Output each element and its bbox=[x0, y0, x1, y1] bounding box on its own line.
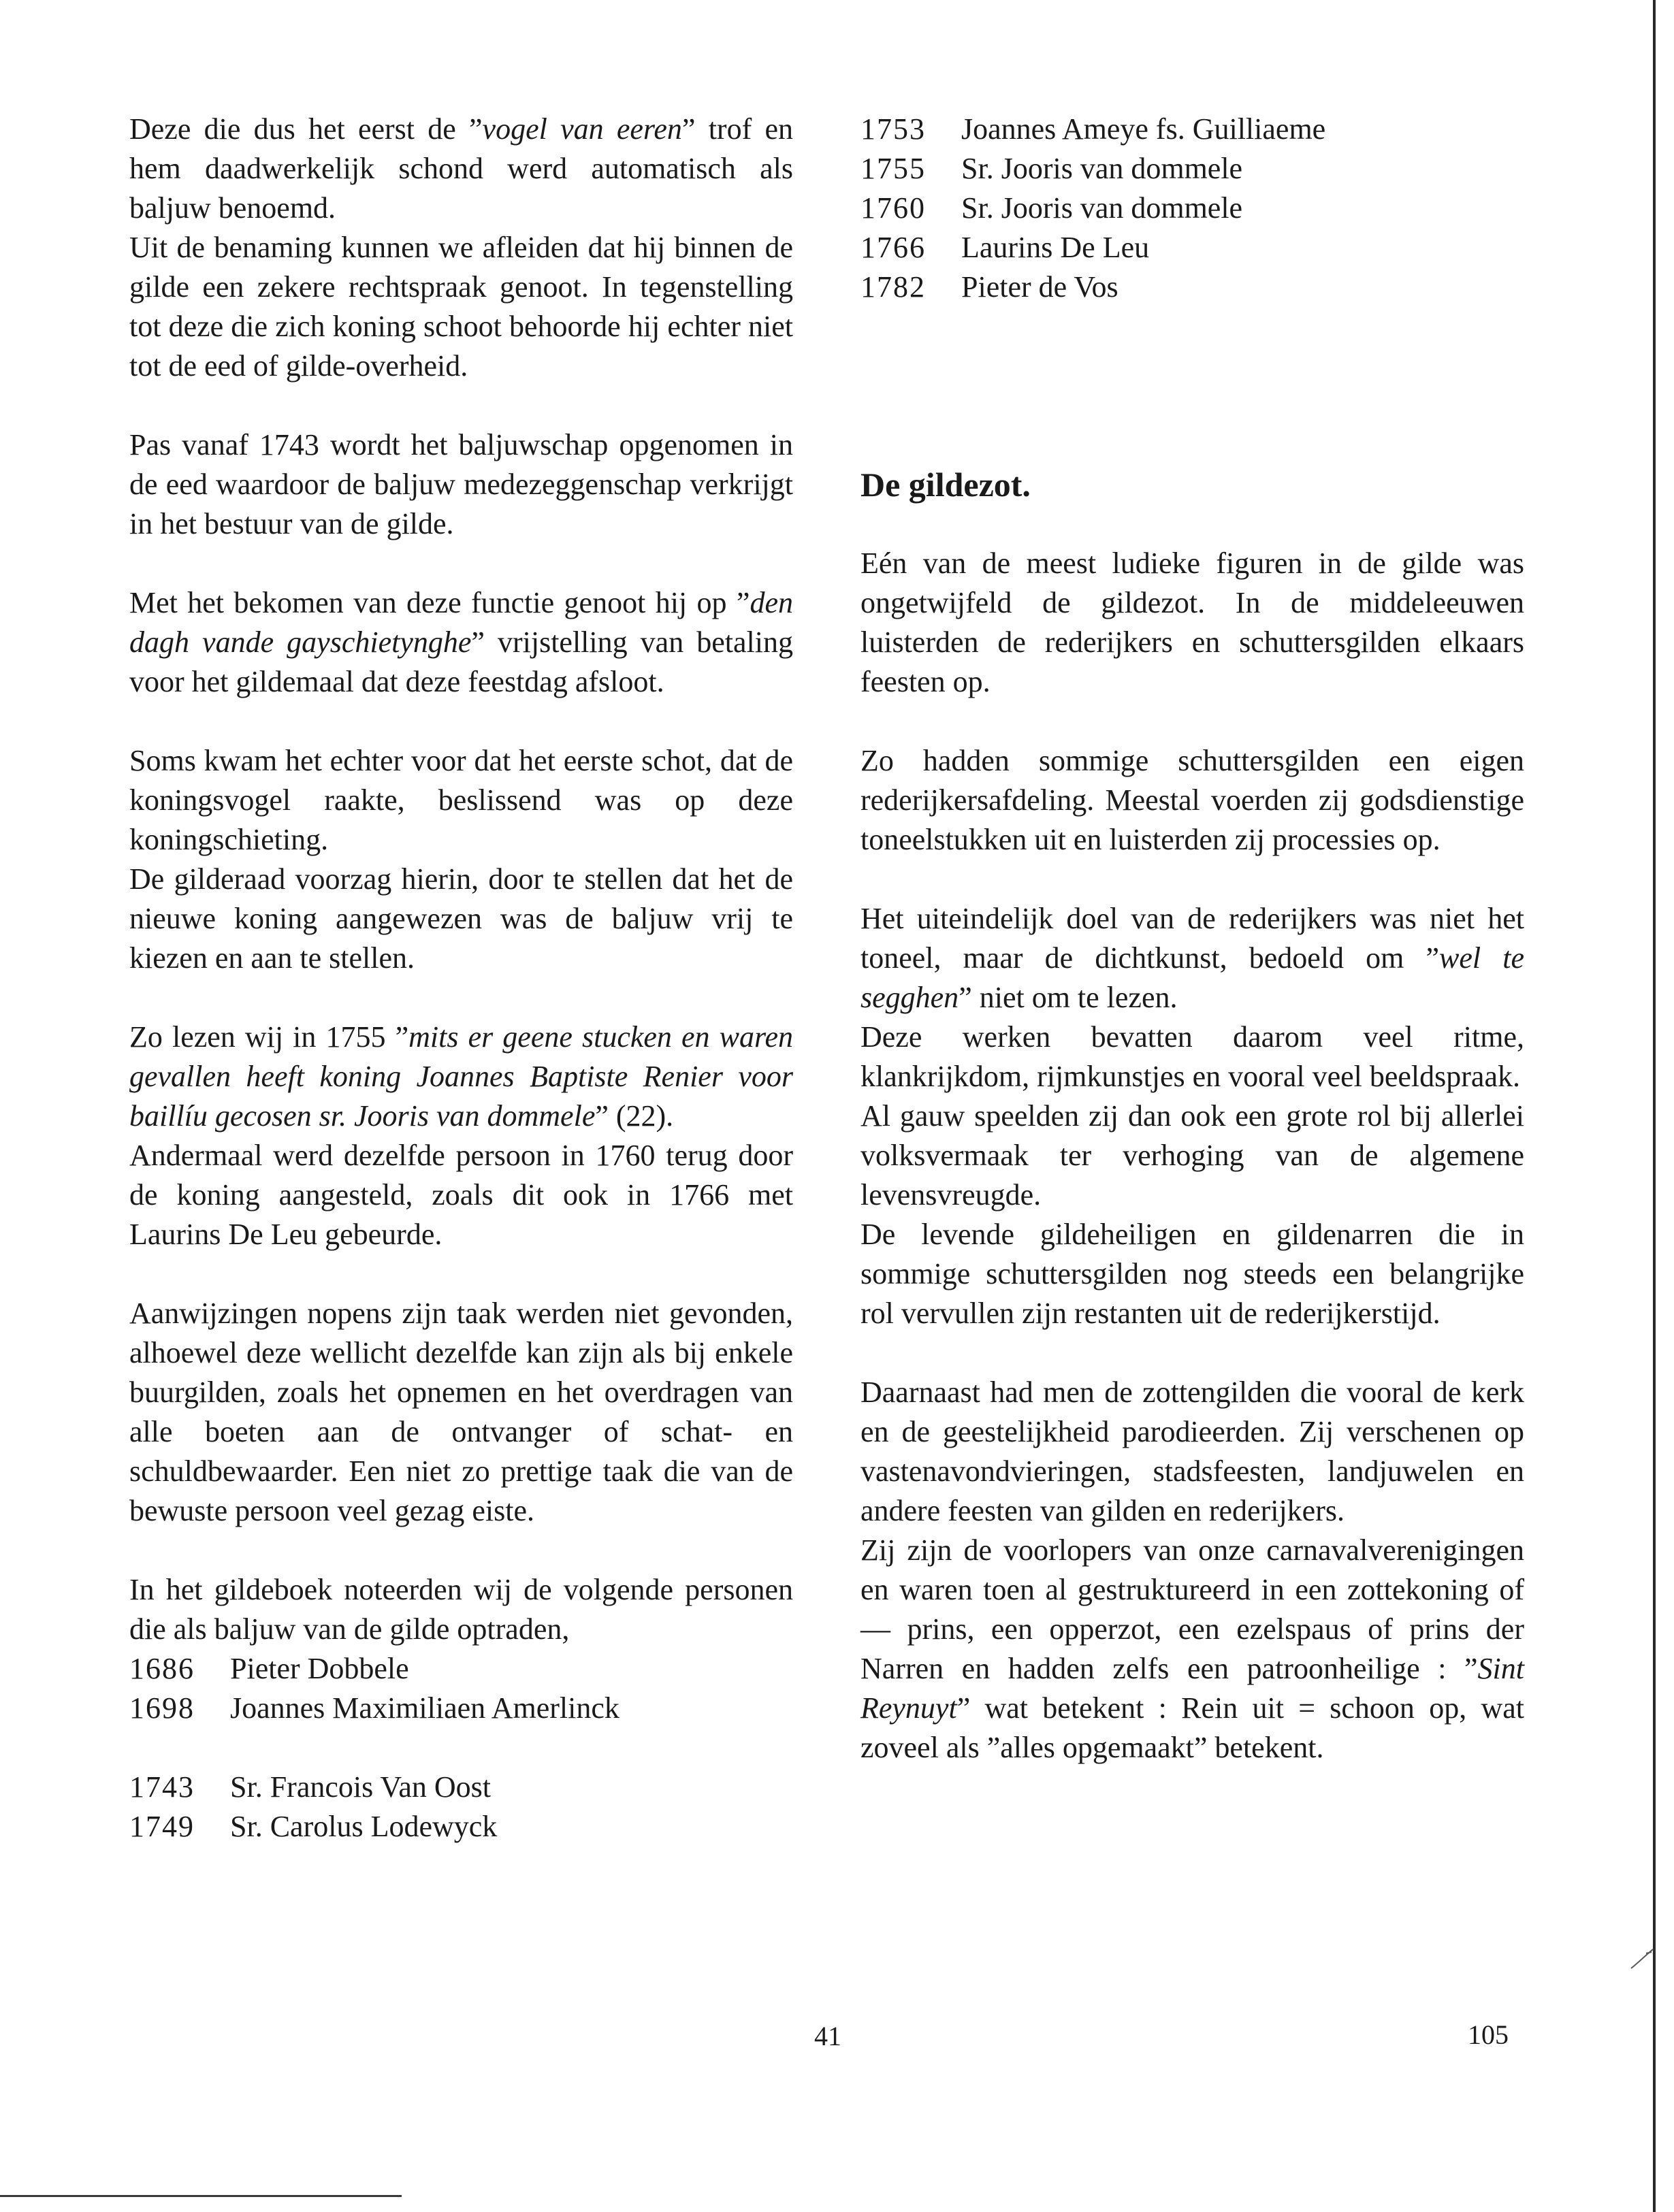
paragraph: Pas vanaf 1743 wordt het baljuwschap opgenomen in de eed waardoor de baljuw medezeggenschap verkrijgt in het bestuur van de gilde. bbox=[129, 428, 793, 540]
list-item: 1766 Laurins De Leu bbox=[860, 231, 1150, 264]
page-number: 41 bbox=[814, 2021, 841, 2051]
paragraph: Zo lezen wij in 1755 ”mits er geene stucken en waren gevallen heeft koning Joannes Baptiste Renier voor baillíu gecosen sr. Jooris van dommele” (22). bbox=[129, 1020, 793, 1133]
list-item: 1698 Joannes Maximiliaen Amerlinck bbox=[129, 1691, 619, 1725]
paragraph: Deze werken bevatten daarom veel ritme, klankrijkdom, rijmkunstjes en vooral veel beeldspraak. bbox=[860, 1020, 1524, 1093]
paragraph: Zo hadden sommige schuttersgilden een eigen rederijkersafdeling. Meestal voerden zij godsdienstige toneelstukken uit en luisterden zij processies op. bbox=[860, 744, 1524, 856]
paragraph: Andermaal werd dezelfde persoon in 1760 terug door de koning aangesteld, zoals dit ook in 1766 met Laurins De Leu gebeurde. bbox=[129, 1139, 793, 1251]
section-heading: De gildezot. bbox=[860, 466, 1031, 504]
paragraph: Deze die dus het eerst de ”vogel van eeren” trof en hem daadwerkelijk schond werd automatisch als baljuw benoemd. bbox=[129, 112, 793, 225]
paragraph: Het uiteindelijk doel van de rederijkers was niet het toneel, maar de dichtkunst, bedoeld om ”wel te segghen” niet om te lezen. bbox=[860, 902, 1525, 1014]
left-column bbox=[129, 110, 793, 1847]
right-column bbox=[860, 110, 1524, 1768]
list-item: 1760 Sr. Jooris van dommele bbox=[860, 191, 1243, 225]
list-item: 1782 Pieter de Vos bbox=[860, 270, 1118, 304]
page-number: 105 bbox=[1468, 2019, 1509, 2050]
list-item: 1743 Sr. Francois Van Oost bbox=[129, 1770, 491, 1804]
paragraph: Soms kwam het echter voor dat het eerste schot, dat de koningsvogel raakte, beslissend was op deze koningschieting. bbox=[129, 744, 793, 856]
paragraph: Zij zijn de voorlopers van onze carnavalverenigingen en waren toen al gestruktureerd in een zottekoning of — prins, een opperzot, een ezelspaus of prins der Narren en hadden zelfs een patroonheilige : ”Sint Reynuyt” wat betekent : Rein uit = schoon op, wat zoveel als ”alles opgemaakt” betekent. bbox=[860, 1533, 1524, 1764]
bottom-rule bbox=[0, 2195, 402, 2197]
pen-mark-icon bbox=[1628, 1945, 1656, 1972]
list-item: 1749 Sr. Carolus Lodewyck bbox=[129, 1810, 498, 1843]
paragraph: Al gauw speelden zij dan ook een grote rol bij allerlei volksvermaak ter verhoging van de algemene levensvreugde. bbox=[860, 1099, 1524, 1211]
list-item: 1753 Joannes Ameye fs. Guilliaeme bbox=[860, 112, 1326, 146]
paragraph: Met het bekomen van deze functie genoot hij op ”den dagh vande gayschietynghe” vrijstelling van betaling voor het gildemaal dat deze feestdag afsloot. bbox=[129, 586, 793, 698]
paragraph: Aanwijzingen nopens zijn taak werden niet gevonden, alhoewel deze wellicht dezelfde kan zijn als bij enkele buurgilden, zoals het opnemen en het overdragen van alle boeten aan de ontvanger of schat- en schuldbewaarder. Een niet zo prettige taak die van de bewuste persoon veel gezag eiste. bbox=[129, 1297, 793, 1527]
paragraph: Eén van de meest ludieke figuren in de gilde was ongetwijfeld de gildezot. In de middeleeuwen luisterden de rederijkers en schuttersgilden elkaars feesten op. bbox=[860, 547, 1524, 698]
page-edge-shadow bbox=[1653, 0, 1656, 2212]
paragraph: De gilderaad voorzag hierin, door te stellen dat het de nieuwe koning aangewezen was de baljuw vrij te kiezen en aan te stellen. bbox=[129, 862, 793, 975]
paragraph: De levende gildeheiligen en gildenarren die in sommige schuttersgilden nog steeds een belangrijke rol vervullen zijn restanten uit de rederijkerstijd. bbox=[860, 1218, 1524, 1330]
paragraph: Uit de benaming kunnen we afleiden dat hij binnen de gilde een zekere rechtspraak genoot. In tegenstelling tot deze die zich koning schoot behoorde hij echter niet tot de eed of gilde-overheid. bbox=[129, 231, 793, 383]
paragraph: In het gildeboek noteerden wij de volgende personen die als baljuw van de gilde optraden, bbox=[129, 1573, 793, 1646]
list-item: 1755 Sr. Jooris van dommele bbox=[860, 152, 1243, 185]
paragraph: Daarnaast had men de zottengilden die vooral de kerk en de geestelijkheid parodieerden. Zij verschenen op vastenavondvieringen, stadsfeesten, landjuwelen en andere feesten van gilden en rederijkers. bbox=[860, 1376, 1524, 1527]
list-item: 1686 Pieter Dobbele bbox=[129, 1652, 409, 1685]
